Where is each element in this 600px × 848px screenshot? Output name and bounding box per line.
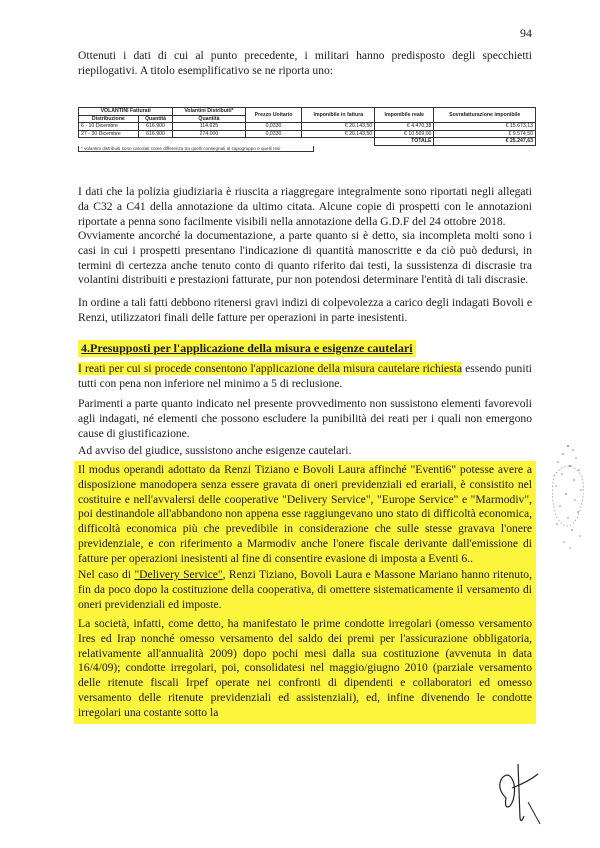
table-cell: 27 - 30 Dicembre <box>79 130 139 138</box>
paragraph-6: Ad avviso del giudice, sussistono anche esigenze cautelari. <box>78 444 352 457</box>
table-col-imponibile-fattura: Imponibile in fattura <box>302 108 375 123</box>
table-total-row <box>79 138 536 146</box>
paragraph-8 <box>74 566 536 615</box>
table-cell: € 9.574,50 <box>434 130 536 138</box>
table-total-value: € 25.247,63 <box>434 138 536 146</box>
paragraph-3: In ordine a tali fatti debbono ritenersi gravi indizi di colpevolezza a carico degli indagati Bovoli e Renzi, utilizzatori finali delle fatture per operazioni in parte inesistenti. <box>78 296 532 324</box>
highlighted-text: I reati per cui si procede consentono l'applicazione della misura cautelare richiesta <box>78 362 463 375</box>
paragraph-8-rest: , Renzi Tiziano, Bovoli Laura e Massone Mariano hanno ritenuto, fin da poco dopo la costituzione della cooperativa, di omettere sistematicamente il versamento di oneri previdenziali ed imposte. <box>78 568 532 611</box>
table-footnote: * volantini distribuiti sono calcolati come differenza tra quelli consegnati al capogruppo e quelli resi <box>78 146 314 152</box>
table-cell: € 20.143,50 <box>302 123 375 131</box>
table-cell: € 15.673,13 <box>434 123 536 131</box>
paragraph-9: La società, infatti, come detto, ha manifestato le prime condotte irregolari (omesso versamento Ires ed Irap nonché omesso versamento del saldo dei premi per l'assicurazione obbligatoria, relativamente all'annualità 2009) dopo pochi mesi dalla sua costituzione (avvenuta in data 16/4/09); condotte irregolari, poi, consolidatesi nel maggio/giugno 2010 (parziale versamento delle ritenute fiscali Irpef operate nei confronti di dipendenti e collaboratori ed omesso versamento delle ritenute previdenziali ed assistenziali), ed, infine divenendo le condotte irregolari una costante sotto la <box>74 615 536 724</box>
table-group-header-distributed: Volantini Distribuiti* <box>173 108 245 116</box>
summary-table <box>78 107 536 152</box>
table-cell: 0,0330 <box>245 130 302 138</box>
table-col-imponibile-reale: Imponibile reale <box>375 108 434 123</box>
page-number: 94 <box>520 26 532 40</box>
table-cell: 0,0330 <box>245 123 302 131</box>
table-cell: 274.000 <box>173 130 245 138</box>
table-cell: 6 - 10 Dicembre <box>79 123 139 131</box>
table-col-prezzo: Prezzo Unitario <box>245 108 302 123</box>
paragraph-8-pre: Nel caso di <box>78 568 135 581</box>
table-cell: € 10.569,00 <box>375 130 434 138</box>
table-cell: 616.900 <box>138 130 173 138</box>
paragraph-7: Il modus operandi adottato da Renzi Tiziano e Bovoli Laura affinché "Eventi6" potesse avere a disposizione manodopera senza essere gravata di oneri previdenziali ed erariali, è consistito nel costituire e nell'avvalersi delle cooperative "Delivery Service", "Europe Service" e "Marmodiv", poi destinandole all'abbandono non appena esse raggiungevano uno stato di difficoltà economica, difficoltà economica più che prevedibile in considerazione che sulle stesse gravava l'onere previdenziale, e con riferimento a Marmodiv anche l'onere fiscale derivante dall'emissione di fatture per operazioni inesistenti al fine di consentire evasione di imposta a Eventi 6.. <box>74 461 536 570</box>
delivery-service-link-text: "Delivery Service" <box>134 568 223 581</box>
table-row <box>79 130 536 138</box>
paragraph-2: Ovviamente ancorché la documentazione, a parte quanto si è detto, sia incompleta molti sono i casi in cui i prospetti presentano l'indicazione di quantità manoscritte e da ciò può dedursi, in termini di certezza anche tenuto conto di quanto riferito dai testi, la sussistenza di discrasie tra volantini distribuiti e prestazioni fatturate, pur non potendosi determinare l'entità di tali discrasie. <box>78 229 532 287</box>
paragraph-4 <box>78 362 532 392</box>
table-total-label: TOTALE <box>375 138 434 146</box>
intro-paragraph: Ottenuti i dati di cui al punto precedente, i militari hanno predisposto degli specchietti riepilogativi. A titolo esemplificativo se ne riporta uno: <box>78 49 532 77</box>
paragraph-1: I dati che la polizia giudiziaria è riuscita a riaggregare integralmente sono riportati negli allegati da C32 a C41 della annotazione da ultimo citata. Alcune copie di prospetti con le annotazioni riportate a penna sono facilmente visibili nella annotazione della G.D.F del 24 ottobre 2018. <box>78 185 532 228</box>
paragraph-5: Parimenti a parte quanto indicato nel presente provvedimento non sussistono elementi favorevoli agli indagati, né elementi che possono escludere la punibilità dei reati per i quali non emergono cause di giustificazione. <box>78 397 532 440</box>
table-cell: 616.900 <box>138 123 173 131</box>
paragraph-4-rest: essendo puniti tutti con pena non inferiore nel minimo a 5 di reclusione. <box>78 362 533 390</box>
signature-icon <box>488 758 548 828</box>
table-col-quantita: Quantità <box>138 115 173 123</box>
table-row <box>79 123 536 131</box>
table-cell: € 4.470,38 <box>375 123 434 131</box>
section-title: 4.Presupposti per l'applicazione della misura e esigenze cautelari <box>78 340 416 357</box>
table-col-distribuzione: Distribuzione <box>79 115 139 123</box>
margin-stamp-icon <box>548 436 588 556</box>
table-col-quantita-distribuita: Quantità <box>173 115 245 123</box>
table-col-sovrafatturazione: Sovrafatturazione imponibile <box>434 108 536 123</box>
table-cell: 114.625 <box>173 123 245 131</box>
table-cell: € 20.143,50 <box>302 130 375 138</box>
table-group-header-invoiced: VOLANTINI Fatturati <box>79 108 173 116</box>
